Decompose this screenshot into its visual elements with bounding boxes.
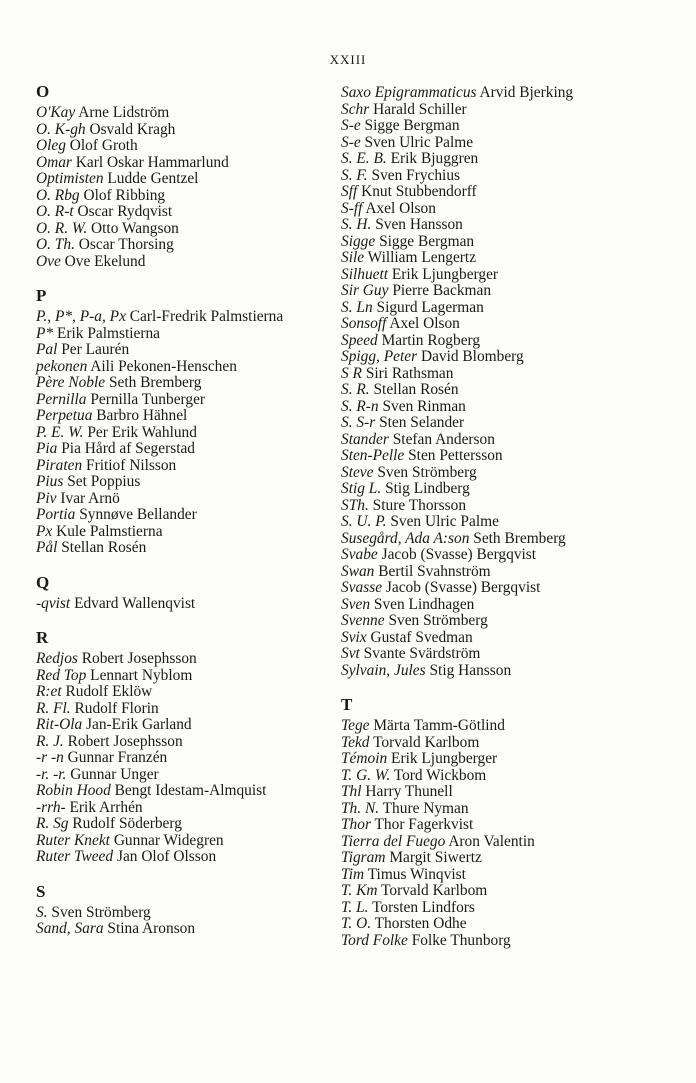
- pseudonym: R. Fl.: [36, 699, 71, 717]
- pseudonym: Stig L.: [341, 480, 382, 497]
- index-entry: [341, 349, 641, 366]
- index-entry: [36, 849, 326, 866]
- pseudonym: Steve: [341, 463, 374, 481]
- pseudonym: T. G. W.: [341, 766, 391, 784]
- pseudonym: Tierra del Fuego: [341, 832, 446, 850]
- index-entry: [36, 491, 326, 508]
- real-name: Set Poppius: [67, 473, 141, 490]
- pseudonym: Tigram: [341, 849, 386, 866]
- index-entry: [36, 507, 326, 524]
- pseudonym: S. R.: [341, 381, 370, 398]
- real-name: Stig Hansson: [429, 661, 512, 679]
- index-entry: [36, 651, 326, 668]
- index-entry: [341, 900, 641, 917]
- section-letter-heading: R: [36, 628, 49, 647]
- index-entry: [36, 326, 326, 343]
- real-name: Gunnar Franzén: [67, 749, 168, 766]
- real-name: Robert Josephsson: [67, 732, 183, 750]
- pseudonym: -qvist: [36, 594, 71, 612]
- real-name: Jan Olof Olsson: [116, 848, 217, 865]
- real-name: Jacob (Svasse) Bergqvist: [385, 579, 541, 596]
- real-name: Olof Groth: [69, 137, 138, 154]
- index-entry: [341, 735, 641, 752]
- real-name: Torvald Karlbom: [381, 882, 488, 899]
- real-name: Sven Ulric Palme: [364, 133, 474, 151]
- pseudonym: Optimisten: [36, 170, 104, 187]
- pseudonym: S.: [36, 903, 48, 921]
- real-name: Arvid Bjerking: [479, 84, 574, 101]
- index-entry: [341, 333, 641, 350]
- index-entry: [341, 448, 641, 465]
- index-entry: [36, 596, 326, 613]
- index-section: [341, 85, 641, 679]
- real-name: Rudolf Eklöw: [65, 683, 153, 700]
- real-name: Lennart Nyblom: [90, 666, 193, 684]
- index-entry: [341, 768, 641, 785]
- index-entry: [36, 540, 326, 557]
- pseudonym: Susegård, Ada A:son: [341, 529, 470, 547]
- index-section: [36, 629, 326, 866]
- index-entry: [36, 905, 326, 922]
- real-name: Stina Aronson: [107, 920, 196, 937]
- pseudonym: Pernilla: [36, 390, 87, 408]
- pseudonym: Sonsoff: [341, 315, 387, 332]
- real-name: Kule Palmstierna: [56, 522, 163, 540]
- section-letter-heading: S: [36, 881, 46, 901]
- section-letter-heading: P: [36, 286, 47, 305]
- pseudonym: S-e: [341, 133, 361, 151]
- real-name: William Lengertz: [367, 249, 477, 266]
- real-name: Seth Bremberg: [108, 374, 202, 391]
- index-entry: [341, 867, 641, 884]
- index-entry: [341, 801, 641, 818]
- index-entry: [36, 359, 326, 376]
- real-name: Pernilla Tunberger: [90, 390, 206, 408]
- index-entry: [341, 580, 641, 597]
- page-number: XXIII: [329, 52, 367, 67]
- pseudonym: -r -n: [36, 749, 64, 766]
- index-entry: [341, 613, 641, 630]
- real-name: Ivar Arnö: [60, 489, 120, 507]
- index-entry: [36, 833, 326, 850]
- index-entry: [36, 701, 326, 718]
- real-name: Synnøve Bellander: [79, 506, 197, 523]
- real-name: Aili Pekonen-Henschen: [90, 357, 237, 375]
- index-entry: [36, 767, 326, 784]
- real-name: Edvard Wallenqvist: [74, 594, 196, 612]
- pseudonym: Ove: [36, 252, 61, 270]
- index-section: [36, 287, 326, 557]
- pseudonym: Sff: [341, 183, 358, 200]
- pseudonym: Sand, Sara: [36, 920, 104, 937]
- pseudonym: STh.: [341, 496, 369, 514]
- pseudonym: Px: [36, 522, 53, 540]
- index-entry: [36, 800, 326, 817]
- pseudonym: Thl: [341, 783, 362, 800]
- real-name: Pia Hård af Segerstad: [61, 440, 196, 457]
- real-name: Sven Ulric Palme: [390, 513, 499, 530]
- real-name: Rudolf Söderberg: [72, 815, 182, 832]
- index-entry: [341, 151, 641, 168]
- index-entry: [341, 184, 641, 201]
- real-name: Harald Schiller: [373, 100, 467, 118]
- left-column: [36, 83, 326, 955]
- pseudonym: Père Noble: [36, 374, 106, 391]
- index-entry: [341, 646, 641, 663]
- index-entry: [36, 734, 326, 751]
- index-entry: [341, 399, 641, 416]
- pseudonym: Svenne: [341, 612, 385, 629]
- real-name: Axel Olson: [389, 315, 460, 332]
- index-entry: [36, 237, 326, 254]
- index-entry: [341, 564, 641, 581]
- real-name: Gunnar Unger: [70, 765, 159, 783]
- index-entry: [341, 465, 641, 482]
- real-name: Sven Strömberg: [377, 463, 477, 481]
- pseudonym: Robin Hood: [36, 782, 111, 799]
- pseudonym: Svt: [341, 645, 360, 662]
- pseudonym: S. S-r: [341, 414, 376, 431]
- real-name: Robert Josephsson: [81, 650, 197, 667]
- real-name: Sigge Bergman: [364, 117, 460, 134]
- index-entry: [341, 834, 641, 851]
- pseudonym: Sile: [341, 249, 365, 266]
- real-name: Oscar Rydqvist: [77, 203, 173, 220]
- pseudonym: T. O.: [341, 915, 372, 932]
- real-name: Erik Ljungberger: [391, 265, 499, 283]
- pseudonym: P*: [36, 324, 54, 342]
- index-entry: [341, 883, 641, 900]
- index-entry: [341, 366, 641, 383]
- index-entry: [36, 816, 326, 833]
- index-entry: [36, 684, 326, 701]
- real-name: Erik Bjuggren: [390, 150, 479, 167]
- real-name: Sven Lindhagen: [373, 595, 475, 613]
- pseudonym: S. U. P.: [341, 513, 387, 530]
- pseudonym: Portia: [36, 506, 76, 523]
- real-name: Martin Rogberg: [381, 331, 481, 349]
- real-name: Siri Rathsman: [365, 364, 454, 382]
- index-entry: [341, 382, 641, 399]
- pseudonym: T. Km: [341, 882, 378, 899]
- index-entry: [36, 441, 326, 458]
- index-entry: [36, 171, 326, 188]
- pseudonym: Sven: [341, 595, 371, 613]
- real-name: Sven Frychius: [371, 166, 461, 184]
- pseudonym: Svasse: [341, 579, 383, 596]
- section-letter-heading: T: [341, 695, 353, 714]
- real-name: Svante Svärdström: [363, 645, 481, 662]
- pseudonym: Spigg, Peter: [341, 348, 418, 365]
- index-entry: [341, 547, 641, 564]
- pseudonym: Swan: [341, 562, 375, 580]
- real-name: Harry Thunell: [365, 783, 453, 800]
- index-entry: [36, 717, 326, 734]
- real-name: Sture Thorsson: [372, 496, 467, 514]
- index-section: [36, 83, 326, 270]
- pseudonym: Pal: [36, 341, 58, 358]
- real-name: Jacob (Svasse) Bergqvist: [381, 546, 537, 563]
- index-entry: [36, 392, 326, 409]
- index-entry: [341, 514, 641, 531]
- real-name: Oscar Thorsing: [78, 236, 174, 253]
- real-name: Torvald Karlbom: [373, 733, 480, 751]
- section-letter-heading: Q: [36, 572, 50, 592]
- pseudonym: S. Ln: [341, 298, 373, 316]
- real-name: Bengt Idestam-Almquist: [114, 782, 267, 799]
- real-name: Tord Wickbom: [393, 766, 487, 784]
- index-entry: [36, 474, 326, 491]
- real-name: Stefan Anderson: [392, 430, 495, 448]
- index-entry: [341, 168, 641, 185]
- real-name: Axel Olson: [365, 199, 436, 217]
- index-entry: [36, 750, 326, 767]
- index-entry: [341, 415, 641, 432]
- index-entry: [36, 375, 326, 392]
- pseudonym: Oleg: [36, 137, 66, 154]
- pseudonym: -r. -r.: [36, 765, 67, 783]
- real-name: Thorsten Odhe: [374, 915, 467, 932]
- pseudonym: O. Rbg: [36, 186, 80, 204]
- index-entry: [341, 751, 641, 768]
- index-entry: [36, 342, 326, 359]
- pseudonym: P., P*, P-a, Px: [36, 308, 126, 325]
- pseudonym: Pål: [36, 539, 58, 556]
- index-entry: [341, 630, 641, 647]
- pseudonym: Saxo Epigrammaticus: [341, 84, 477, 101]
- pseudonym: Redjos: [36, 650, 78, 667]
- pseudonym: Ruter Knekt: [36, 831, 110, 849]
- index-entry: [341, 217, 641, 234]
- pseudonym: Sir Guy: [341, 282, 389, 299]
- real-name: Erik Arrhén: [69, 798, 143, 816]
- index-section: [36, 574, 326, 613]
- index-entry: [341, 817, 641, 834]
- index-entry: [36, 188, 326, 205]
- pseudonym: Ruter Tweed: [36, 848, 114, 865]
- real-name: Pierre Backman: [392, 282, 492, 299]
- index-entry: [341, 118, 641, 135]
- index-entry: [341, 432, 641, 449]
- pseudonym: S R: [341, 364, 362, 382]
- index-entry: [341, 135, 641, 152]
- pseudonym: Schr: [341, 100, 370, 118]
- index-entry: [341, 531, 641, 548]
- real-name: Timus Winqvist: [367, 865, 466, 883]
- pseudonym: O. R-t: [36, 203, 74, 220]
- index-entry: [36, 458, 326, 475]
- index-entry: [341, 283, 641, 300]
- real-name: Jan-Erik Garland: [86, 716, 192, 733]
- pseudonym: Sigge: [341, 232, 376, 250]
- real-name: Margit Siwertz: [389, 849, 482, 866]
- index-entry: [36, 204, 326, 221]
- real-name: Per Laurén: [61, 341, 130, 358]
- index-entry: [36, 138, 326, 155]
- index-entry: [341, 201, 641, 218]
- real-name: Gustaf Svedman: [370, 628, 473, 646]
- real-name: Sten Selander: [379, 414, 465, 431]
- real-name: Sigurd Lagerman: [376, 298, 484, 316]
- pseudonym: Omar: [36, 153, 72, 171]
- real-name: Bertil Svahnström: [378, 562, 491, 580]
- pseudonym: S. E. B.: [341, 150, 387, 167]
- pseudonym: Speed: [341, 331, 378, 349]
- pseudonym: T. L.: [341, 898, 369, 916]
- pseudonym: Piv: [36, 489, 57, 507]
- index-entry: [341, 481, 641, 498]
- real-name: David Blomberg: [420, 348, 524, 365]
- index-entry: [341, 267, 641, 284]
- index-entry: [341, 234, 641, 251]
- index-entry: [341, 102, 641, 119]
- pseudonym: Pia: [36, 440, 58, 457]
- pseudonym: Perpetua: [36, 407, 93, 424]
- pseudonym: Rit-Ola: [36, 716, 83, 733]
- pseudonym: O. Th.: [36, 236, 75, 253]
- index-entry: [36, 105, 326, 122]
- index-entry: [36, 221, 326, 238]
- index-entry: [341, 933, 641, 950]
- index-entry: [341, 300, 641, 317]
- right-column: [341, 85, 641, 966]
- pseudonym: Red Top: [36, 666, 87, 684]
- index-entry: [341, 850, 641, 867]
- index-section: [341, 696, 641, 949]
- real-name: Knut Stubbendorff: [361, 183, 477, 200]
- pseudonym: R:et: [36, 683, 62, 700]
- real-name: Seth Bremberg: [473, 529, 566, 547]
- pseudonym: Piraten: [36, 456, 83, 474]
- pseudonym: Silhuett: [341, 265, 389, 283]
- pseudonym: Thor: [341, 816, 371, 833]
- real-name: Sven Hansson: [375, 216, 463, 233]
- pseudonym: O. R. W.: [36, 219, 88, 237]
- real-name: Stellan Rosén: [61, 539, 147, 556]
- pseudonym: Tord Folke: [341, 931, 408, 949]
- real-name: Carl-Fredrik Palmstierna: [129, 308, 284, 325]
- real-name: Erik Palmstierna: [56, 324, 160, 342]
- real-name: Ove Ekelund: [64, 252, 146, 270]
- real-name: Märta Tamm-Götlind: [373, 717, 505, 734]
- real-name: Stig Lindberg: [385, 480, 470, 497]
- index-entry: [341, 663, 641, 680]
- index-entry: [341, 784, 641, 801]
- pseudonym: Stander: [341, 430, 389, 448]
- index-entry: [36, 408, 326, 425]
- real-name: Rudolf Florin: [74, 699, 159, 717]
- real-name: Olof Ribbing: [83, 186, 166, 204]
- index-entry: [36, 122, 326, 139]
- real-name: Sven Strömberg: [51, 903, 151, 921]
- real-name: Sven Strömberg: [388, 612, 488, 629]
- index-entry: [36, 783, 326, 800]
- pseudonym: pekonen: [36, 357, 88, 375]
- pseudonym: Sten-Pelle: [341, 447, 405, 464]
- pseudonym: Svabe: [341, 546, 378, 563]
- index-section: [36, 883, 326, 938]
- index-entry: [36, 921, 326, 938]
- real-name: Arne Lidström: [78, 104, 170, 121]
- real-name: Thor Fagerkvist: [374, 816, 474, 833]
- index-entry: [341, 718, 641, 735]
- index-entry: [36, 155, 326, 172]
- real-name: Barbro Hähnel: [96, 407, 188, 424]
- real-name: Sven Rinman: [382, 397, 466, 415]
- real-name: Otto Wangson: [91, 219, 179, 237]
- real-name: Fritiof Nilsson: [86, 456, 177, 474]
- index-entry: [36, 668, 326, 685]
- pseudonym: Svix: [341, 628, 367, 646]
- real-name: Aron Valentin: [448, 832, 535, 850]
- index-entry: [341, 916, 641, 933]
- pseudonym: S. F.: [341, 166, 368, 184]
- index-entry: [36, 254, 326, 271]
- pseudonym: O'Kay: [36, 104, 76, 121]
- index-entry: [341, 250, 641, 267]
- pseudonym: R. J.: [36, 732, 64, 750]
- index-entry: [36, 425, 326, 442]
- pseudonym: O. K-gh: [36, 120, 86, 138]
- real-name: Sigge Bergman: [379, 232, 475, 250]
- real-name: Osvald Kragh: [89, 120, 176, 138]
- pseudonym: Tim: [341, 865, 365, 883]
- index-entry: [341, 316, 641, 333]
- real-name: Folke Thunborg: [411, 931, 511, 949]
- section-letter-heading: O: [36, 82, 50, 101]
- real-name: Gunnar Widegren: [113, 831, 224, 849]
- index-entry: [36, 309, 326, 326]
- pseudonym: S-ff: [341, 199, 363, 217]
- pseudonym: -rrh-: [36, 798, 66, 816]
- real-name: Thure Nyman: [382, 799, 469, 817]
- pseudonym: Tekd: [341, 733, 370, 751]
- pseudonym: R. Sg: [36, 815, 69, 832]
- real-name: Torsten Lindfors: [372, 898, 475, 916]
- real-name: Erik Ljungberger: [391, 750, 498, 767]
- pseudonym: Sylvain, Jules: [341, 661, 426, 679]
- pseudonym: Témoin: [341, 750, 388, 767]
- index-entry: [36, 524, 326, 541]
- pseudonym: P. E. W.: [36, 423, 84, 441]
- index-entry: [341, 597, 641, 614]
- pseudonym: S-e: [341, 117, 361, 134]
- pseudonym: Tege: [341, 717, 370, 734]
- real-name: Sten Pettersson: [408, 447, 503, 464]
- real-name: Per Erik Wahlund: [87, 423, 197, 441]
- pseudonym: S. R-n: [341, 397, 379, 415]
- pseudonym: Pius: [36, 473, 64, 490]
- real-name: Ludde Gentzel: [107, 170, 199, 187]
- index-entry: [341, 85, 641, 102]
- pseudonym: Th. N.: [341, 799, 380, 817]
- index-entry: [341, 498, 641, 515]
- pseudonym: S. H.: [341, 216, 372, 233]
- real-name: Karl Oskar Hammarlund: [75, 153, 229, 171]
- real-name: Stellan Rosén: [373, 381, 459, 398]
